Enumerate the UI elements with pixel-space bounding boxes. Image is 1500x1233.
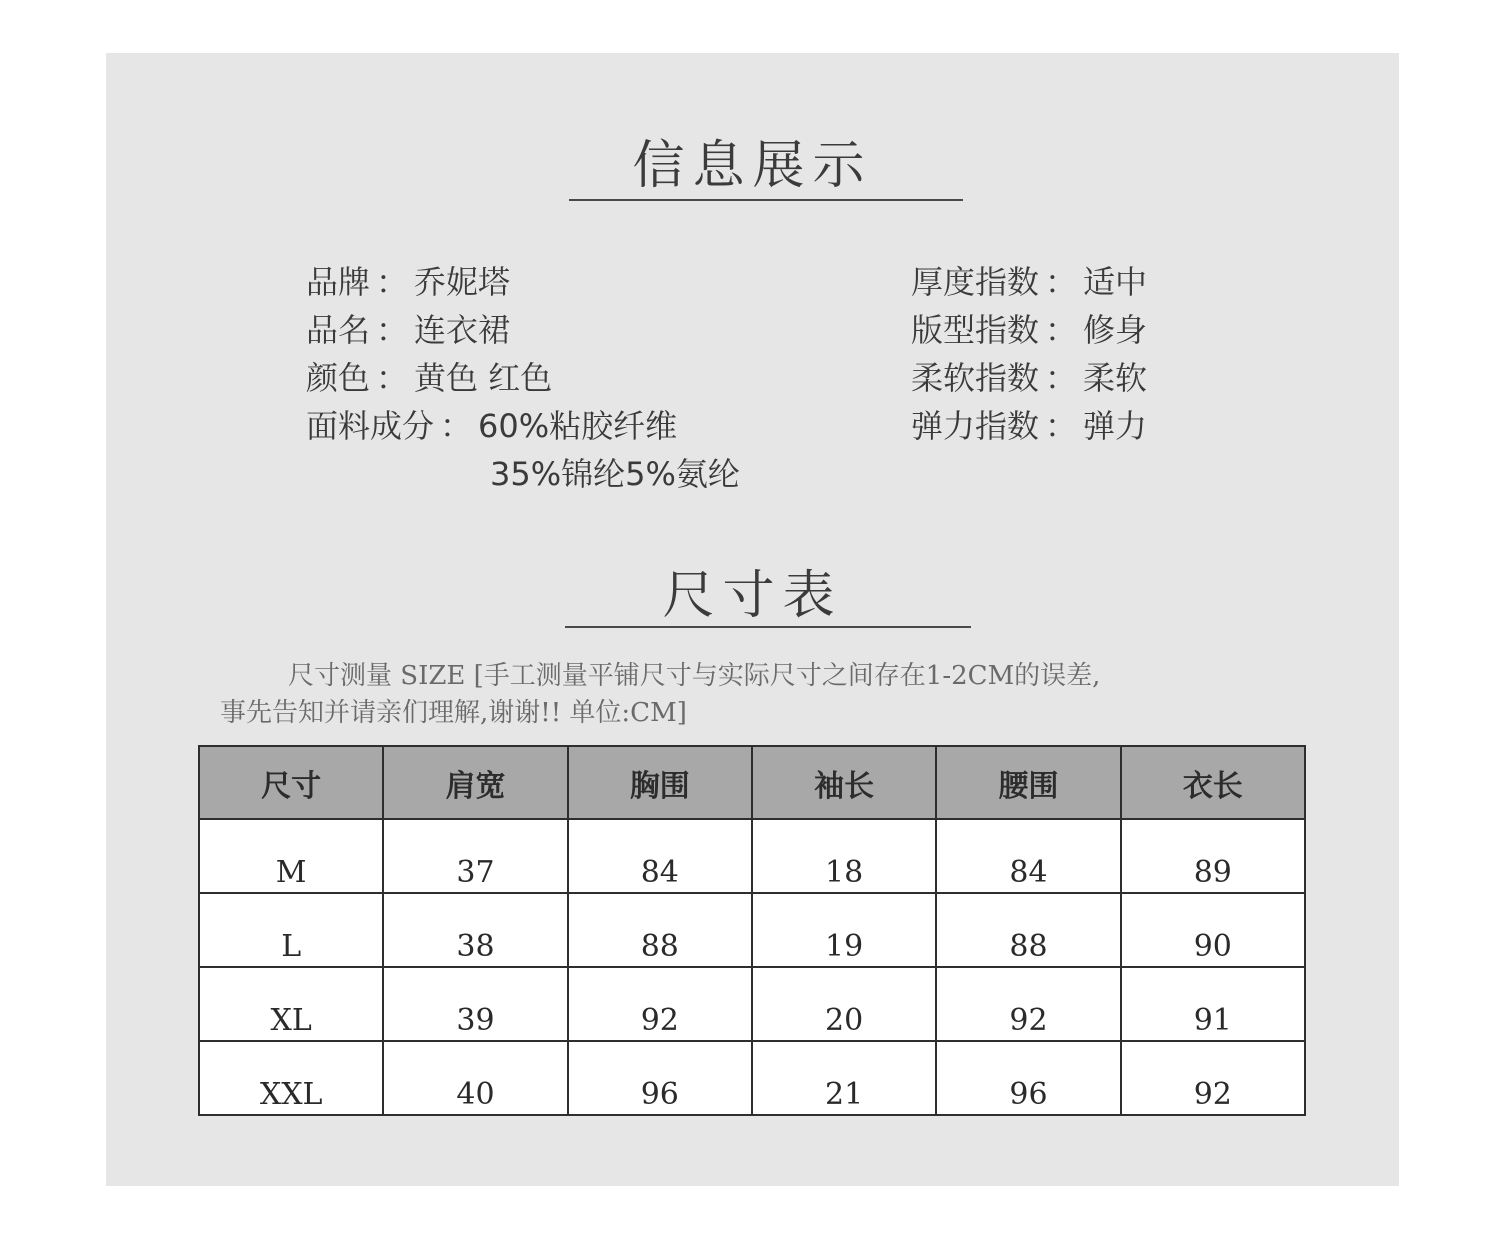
info-separator: ： (376, 359, 409, 397)
info-label: 版型指数 (911, 311, 1040, 349)
info-label: 品名 (306, 311, 371, 349)
info-row-product-name (306, 306, 740, 354)
header-bust: 胸围 (568, 746, 752, 819)
size-chart-title: 尺寸表 (662, 566, 843, 626)
table-cell: 37 (383, 819, 567, 893)
info-separator: ： (1045, 359, 1078, 397)
header-size: 尺寸 (199, 746, 383, 819)
info-row-fit (911, 306, 1147, 354)
table-row (199, 1041, 1305, 1115)
info-separator: ： (1045, 311, 1078, 349)
table-cell: 38 (383, 893, 567, 967)
table-row (199, 819, 1305, 893)
note-line-2: 事先告知并请亲们理解,谢谢!! 单位:CM] (220, 698, 687, 728)
header-waist: 腰围 (936, 746, 1120, 819)
table-cell: 90 (1121, 893, 1305, 967)
info-separator: ： (440, 407, 473, 445)
size-table (198, 745, 1306, 1116)
header-length: 衣长 (1121, 746, 1305, 819)
table-cell: 39 (383, 967, 567, 1041)
info-label: 颜色 (306, 359, 371, 397)
info-value: 60%粘胶纤维 (478, 407, 678, 445)
table-cell: 88 (936, 893, 1120, 967)
info-value: 黄色 红色 (414, 359, 553, 397)
table-cell: 88 (568, 893, 752, 967)
info-row-softness (911, 354, 1147, 402)
table-row (199, 967, 1305, 1041)
header-shoulder: 肩宽 (383, 746, 567, 819)
info-separator: ： (1045, 407, 1078, 445)
table-cell: M (199, 819, 383, 893)
table-cell: XXL (199, 1041, 383, 1115)
note-line-1: 尺寸测量 SIZE [手工测量平铺尺寸与实际尺寸之间存在1-2CM的误差, (288, 661, 1101, 691)
size-title-underline (565, 626, 971, 628)
table-cell: 84 (568, 819, 752, 893)
info-row-elasticity (911, 402, 1147, 450)
table-cell: 84 (936, 819, 1120, 893)
info-value: 乔妮塔 (414, 263, 511, 301)
table-cell: 18 (752, 819, 936, 893)
table-cell: 40 (383, 1041, 567, 1115)
table-cell: 89 (1121, 819, 1305, 893)
info-row-thickness (911, 258, 1147, 306)
measurement-note (220, 658, 1320, 732)
table-cell: 20 (752, 967, 936, 1041)
info-row-color (306, 354, 740, 402)
info-separator: ： (376, 311, 409, 349)
info-value: 连衣裙 (414, 311, 511, 349)
info-value: 弹力 (1083, 407, 1148, 445)
table-cell: 19 (752, 893, 936, 967)
table-cell: L (199, 893, 383, 967)
info-label: 弹力指数 (911, 407, 1040, 445)
info-right-column (911, 258, 1147, 450)
header-sleeve: 袖长 (752, 746, 936, 819)
info-label: 面料成分 (306, 407, 435, 445)
info-left-column (306, 258, 740, 498)
table-cell: 21 (752, 1041, 936, 1115)
table-cell: 91 (1121, 967, 1305, 1041)
table-cell: XL (199, 967, 383, 1041)
info-row-fabric (306, 402, 740, 450)
table-cell: 96 (568, 1041, 752, 1115)
product-info-panel (106, 53, 1399, 1186)
table-cell: 92 (568, 967, 752, 1041)
info-label: 品牌 (306, 263, 371, 301)
table-cell: 92 (936, 967, 1120, 1041)
info-separator: ： (1045, 263, 1078, 301)
info-title-underline (569, 199, 963, 201)
info-fabric-continuation: 35%锦纶5%氨纶 (490, 455, 740, 493)
table-cell: 96 (936, 1041, 1120, 1115)
info-label: 厚度指数 (911, 263, 1040, 301)
info-separator: ： (376, 263, 409, 301)
info-value: 修身 (1083, 311, 1148, 349)
info-section-title: 信息展示 (632, 136, 873, 196)
info-value: 柔软 (1083, 359, 1148, 397)
info-value: 适中 (1083, 263, 1148, 301)
info-label: 柔软指数 (911, 359, 1040, 397)
table-cell: 92 (1121, 1041, 1305, 1115)
table-row (199, 893, 1305, 967)
info-row-brand (306, 258, 740, 306)
table-header-row (199, 746, 1305, 819)
